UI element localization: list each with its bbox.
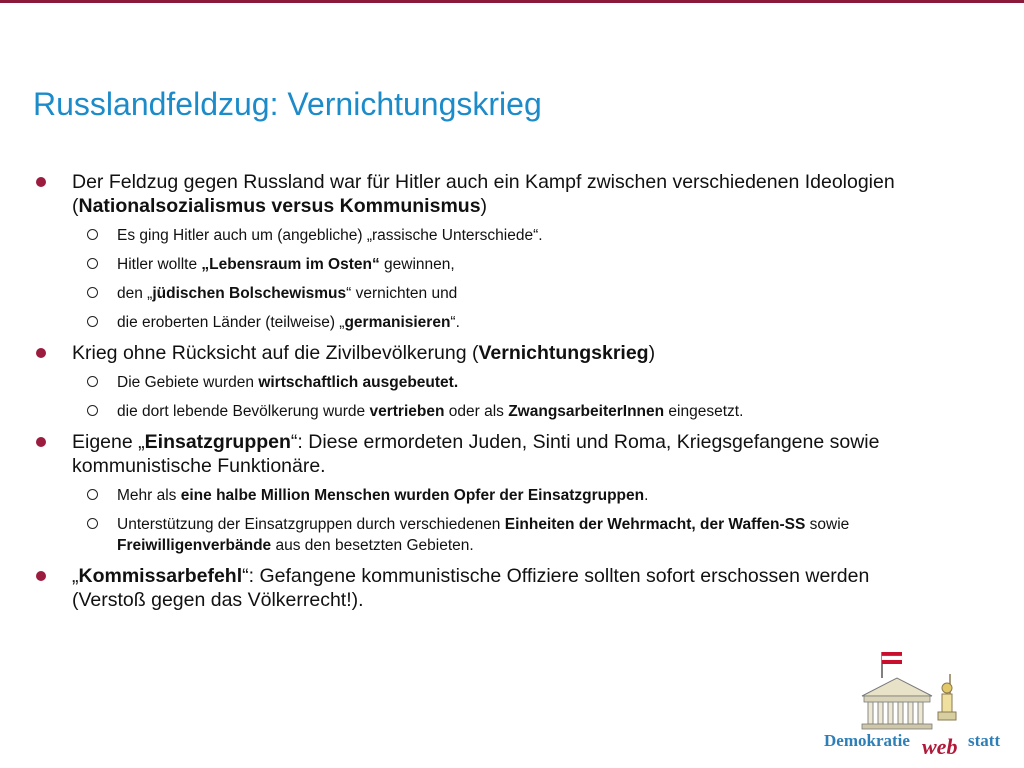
bullet-2-bold: Vernichtungskrieg bbox=[478, 342, 649, 364]
ring-bullet-icon bbox=[87, 518, 98, 529]
sub-bullet-1-3 bbox=[32, 283, 932, 304]
sub-bullet-1-1 bbox=[32, 225, 932, 246]
sub-bullet-2-2-text-c: eingesetzt. bbox=[664, 403, 744, 420]
sub-bullet-1-2-text-b: gewinnen, bbox=[379, 256, 455, 273]
bullet-2 bbox=[32, 341, 932, 365]
bullet-dot-icon bbox=[36, 571, 46, 581]
sub-bullet-3-1-text-a: Mehr als bbox=[117, 487, 181, 504]
bullet-4 bbox=[32, 564, 932, 612]
sub-bullet-3-1-text-b: . bbox=[644, 487, 649, 504]
ring-bullet-icon bbox=[87, 489, 98, 500]
sub-bullet-3-2-bold-a: Einheiten der Wehrmacht, der Waffen-SS bbox=[504, 516, 806, 533]
sub-bullet-2-2-bold-a: vertrieben bbox=[369, 403, 445, 420]
logo-text-web: web bbox=[922, 734, 958, 759]
ring-bullet-icon bbox=[87, 287, 98, 298]
sub-bullet-2-1 bbox=[32, 372, 932, 393]
sub-bullet-1-4-text-a: die eroberten Länder (teilweise) „ bbox=[117, 314, 345, 331]
logo-text-demokratie: Demokratie bbox=[824, 731, 910, 750]
sub-bullet-3-1 bbox=[32, 485, 932, 506]
demokratie-webstatt-logo bbox=[822, 648, 1012, 760]
sub-bullet-1-4-bold: germanisieren bbox=[344, 314, 451, 331]
bullet-1-bold: Nationalsozialismus versus Kommunismus bbox=[78, 195, 481, 217]
bullet-1-text-a: Der Feldzug gegen Russland war für Hitler auch ein Kampf zwischen verschiedenen Ideologien ( bbox=[72, 171, 895, 217]
bullet-2-text-b: ) bbox=[648, 342, 656, 364]
sub-bullet-1-2-text-a: Hitler wollte bbox=[117, 256, 202, 273]
sub-bullet-2-1-text: Die Gebiete wurden bbox=[117, 374, 259, 391]
sub-bullet-2-2-text-a: die dort lebende Bevölkerung wurde bbox=[117, 403, 370, 420]
sub-bullet-2-1-bold: wirtschaftlich ausgebeutet. bbox=[258, 374, 459, 391]
sub-bullet-1-3-bold: jüdischen Bolschewismus bbox=[152, 285, 347, 302]
sub-bullet-2-2-text-b: oder als bbox=[444, 403, 509, 420]
sub-bullet-3-2-text-c: aus den besetzten Gebieten. bbox=[271, 537, 474, 554]
bullet-3-text-a: Eigene „ bbox=[72, 431, 145, 453]
bullet-2-text-a: Krieg ohne Rücksicht auf die Zivilbevölkerung ( bbox=[72, 342, 479, 364]
top-rule bbox=[0, 0, 1024, 3]
sub-bullet-1-4-text-b: “. bbox=[450, 314, 460, 331]
slide-content bbox=[32, 170, 932, 619]
bullet-1 bbox=[32, 170, 932, 218]
sub-bullet-1-3-text-a: den „ bbox=[117, 285, 153, 302]
ring-bullet-icon bbox=[87, 376, 98, 387]
bullet-dot-icon bbox=[36, 177, 46, 187]
bullet-4-text-a: „ bbox=[72, 565, 79, 587]
sub-bullet-1-2-bold: „Lebensraum im Osten“ bbox=[201, 256, 380, 273]
bullet-3-bold: Einsatzgruppen bbox=[144, 431, 291, 453]
sub-bullet-1-3-text-b: “ vernichten und bbox=[346, 285, 458, 302]
sub-bullet-3-2-bold-b: Freiwilligenverbände bbox=[117, 537, 272, 554]
bullet-dot-icon bbox=[36, 348, 46, 358]
ring-bullet-icon bbox=[87, 316, 98, 327]
bullet-1-text-b: ) bbox=[480, 195, 488, 217]
ring-bullet-icon bbox=[87, 229, 98, 240]
sub-bullet-2-2 bbox=[32, 401, 932, 422]
sub-bullet-2-2-bold-b: ZwangsarbeiterInnen bbox=[508, 403, 665, 420]
sub-bullet-3-2-text-a: Unterstützung der Einsatzgruppen durch verschiedenen bbox=[117, 516, 505, 533]
ring-bullet-icon bbox=[87, 405, 98, 416]
sub-bullet-1-1-text: Es ging Hitler auch um (angebliche) „rassische Unterschiede“. bbox=[117, 227, 543, 244]
sub-bullet-1-2 bbox=[32, 254, 932, 275]
sub-bullet-1-4 bbox=[32, 312, 932, 333]
bullet-4-text-b: “: Gefangene kommunistische Offiziere sollten sofort erschossen werden (Verstoß gegen das Völkerrecht!). bbox=[72, 565, 870, 611]
sub-bullet-3-2-text-b: sowie bbox=[805, 516, 850, 533]
ring-bullet-icon bbox=[87, 258, 98, 269]
sub-bullet-3-1-bold: eine halbe Million Menschen wurden Opfer der Einsatzgruppen bbox=[180, 487, 645, 504]
slide-title: Russlandfeldzug: Vernichtungskrieg bbox=[33, 86, 542, 122]
logo-text-statt: statt bbox=[968, 731, 1001, 750]
bullet-3 bbox=[32, 430, 932, 478]
bullet-dot-icon bbox=[36, 437, 46, 447]
bullet-4-bold: Kommissarbefehl bbox=[78, 565, 243, 587]
bullet-3-text-b: “: Diese ermordeten Juden, Sinti und Roma, Kriegsgefangene sowie kommunistische Funktionäre. bbox=[72, 431, 880, 477]
sub-bullet-3-2 bbox=[32, 514, 932, 556]
